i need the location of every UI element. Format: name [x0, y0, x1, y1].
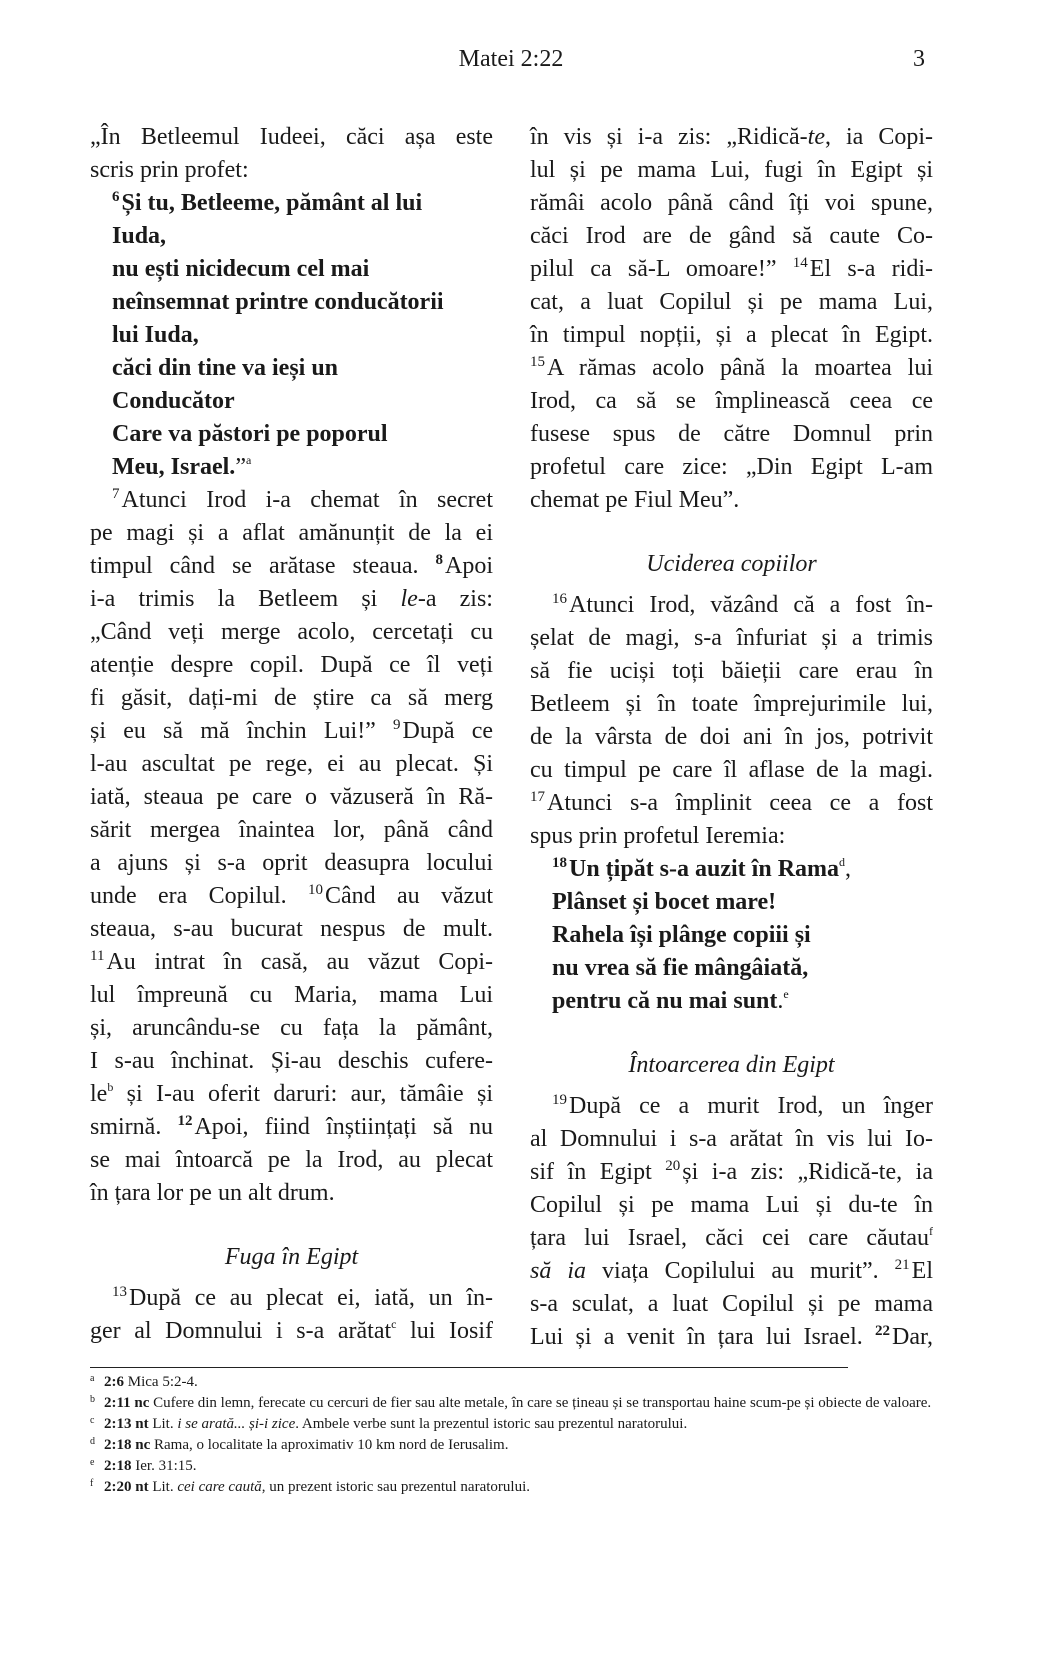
footnote-marker[interactable]: d	[839, 855, 846, 869]
bold-text: lui Iuda,	[112, 322, 199, 348]
text-line	[90, 1144, 493, 1177]
right-column	[530, 121, 933, 1354]
text: în vis și i-a zis: „Ridică-	[530, 124, 808, 150]
text-line	[530, 121, 933, 154]
text-line	[90, 1111, 493, 1144]
text: Întoarcerea din Egipt	[628, 1052, 835, 1078]
text-line	[530, 589, 933, 622]
text: scris prin profet:	[90, 157, 249, 183]
text-line	[530, 820, 933, 853]
verse-number: 13	[112, 1284, 127, 1300]
text: După ce	[402, 718, 494, 744]
verse-number: 9	[393, 717, 401, 733]
page-number: 3	[913, 46, 925, 72]
paragraph	[90, 484, 493, 1210]
text: în țara lor pe un alt drum.	[90, 1180, 335, 1206]
text-line	[90, 583, 493, 616]
text: și i-a zis: „Ridică-te, ia	[682, 1159, 933, 1185]
text-line	[530, 418, 933, 451]
text-line	[90, 913, 493, 946]
text: Lit.	[148, 1416, 178, 1432]
verse-number: 21	[894, 1257, 910, 1273]
text-line	[90, 847, 493, 880]
bold-text: 2:6	[104, 1374, 124, 1390]
bold-text: pentru că nu mai sunt	[552, 988, 778, 1014]
verse-number: 22	[874, 1323, 890, 1339]
text: ”	[235, 454, 246, 480]
text: profetul care zice: „Din Egipt L-am	[530, 454, 933, 480]
text: țara lui Israel, căci cei care căutau	[530, 1225, 929, 1251]
text-line	[530, 385, 933, 418]
bold-text: 2:11 nc	[104, 1395, 150, 1411]
italic-text: să ia	[530, 1258, 587, 1284]
bold-text: nu ești nicidecum cel mai	[112, 256, 370, 282]
text: i-a trimis la Betleem și	[90, 586, 401, 612]
text-line	[530, 1222, 933, 1255]
text-line	[90, 1315, 493, 1348]
text-line	[530, 286, 933, 319]
text-line	[530, 187, 933, 220]
bold-text: nu vrea să fie mângâiată,	[552, 955, 809, 981]
verse-number: 19	[552, 1092, 567, 1108]
paragraph	[530, 121, 933, 517]
text: lui Iosif	[396, 1318, 493, 1344]
text: a ajuns și s-a oprit deasupra locului	[90, 850, 493, 876]
text: Lui și a venit în țara lui Israel.	[530, 1324, 875, 1350]
text-line	[530, 154, 933, 187]
text-line	[530, 1189, 933, 1222]
bold-text: 2:20 nt	[104, 1479, 149, 1495]
footnote	[90, 1456, 933, 1477]
text-line	[530, 1049, 933, 1082]
text-line	[530, 1090, 933, 1123]
text: I s-au închinat. Și-au deschis cufere-	[90, 1048, 493, 1074]
text-line	[530, 622, 933, 655]
text: Mica 5:2-4.	[124, 1374, 198, 1390]
text-line	[90, 1282, 493, 1315]
text: cu timpul pe care îl aflase de la magi.	[530, 757, 933, 783]
text-line	[530, 853, 933, 886]
text: sărit mergea înaintea lor, până când	[90, 817, 493, 843]
text-line	[90, 550, 493, 583]
text: căci Irod are de gând să caute Co-	[530, 223, 933, 249]
text-line	[530, 688, 933, 721]
text: lul împreună cu Maria, mama Lui	[90, 982, 493, 1008]
text: Ier. 31:15.	[131, 1458, 197, 1474]
text-line	[530, 919, 933, 952]
text: Rama, o localitate la aproximativ 10 km nord de Ierusalim.	[150, 1437, 509, 1453]
footnote-marker[interactable]: c	[391, 1317, 397, 1331]
text: El	[911, 1258, 933, 1284]
text-line	[530, 1156, 933, 1189]
bold-text: Plânset și bocet mare!	[552, 889, 777, 915]
text-line	[530, 721, 933, 754]
text: „Când veți merge acolo, cercetați cu	[90, 619, 493, 645]
paragraph	[530, 589, 933, 853]
text: Atunci s-a împlinit ceea ce a fost	[547, 790, 933, 816]
text-line	[530, 1288, 933, 1321]
text-line	[90, 121, 493, 154]
text-line	[90, 1078, 493, 1111]
text: cat, a luat Copilul și pe mama Lui,	[530, 289, 933, 315]
text-line	[90, 748, 493, 781]
text: Copilul și pe mama Lui și du-te în	[530, 1192, 933, 1218]
verse-number: 18	[552, 855, 567, 871]
text: și I-au oferit daruri: aur, tămâie și	[113, 1081, 493, 1107]
text: sif în Egipt	[530, 1159, 666, 1185]
footnote-marker[interactable]: e	[783, 987, 789, 1001]
text-line	[530, 220, 933, 253]
text: viața Copilului au murit”.	[586, 1258, 895, 1284]
footnote	[90, 1393, 933, 1414]
text: atenție despre copil. După ce îl veți	[90, 652, 493, 678]
text-line	[530, 1123, 933, 1156]
left-column	[90, 121, 493, 1348]
text-line	[90, 220, 493, 253]
text: Apoi, fiind înștiințați să nu	[194, 1114, 493, 1140]
text: de la vârsta de doi ani în jos, potrivit	[530, 724, 933, 750]
text-line	[90, 286, 493, 319]
text-line	[90, 319, 493, 352]
text: în timpul nopții, și a plecat în Egipt.	[530, 322, 933, 348]
text: șelat de magi, s-a înfuriat și a trimis	[530, 625, 933, 651]
bold-text: căci din tine va ieși un	[112, 355, 339, 381]
section-heading	[530, 548, 933, 581]
text-line	[90, 187, 493, 220]
text: pilul ca să-L omoare!”	[530, 256, 793, 282]
verse-number: 17	[530, 789, 545, 805]
footnote-mark: a	[90, 1373, 95, 1384]
text: chemat pe Fiul Meu”.	[530, 487, 740, 513]
text: După ce a murit Irod, un înger	[569, 1093, 933, 1119]
italic-text: le	[400, 586, 418, 612]
text-line	[90, 880, 493, 913]
footnote-marker[interactable]: b	[107, 1080, 114, 1094]
text-line	[530, 952, 933, 985]
text: Atunci Irod i-a chemat în secret	[121, 487, 493, 513]
text: fusese spus de către Domnul prin	[530, 421, 933, 447]
paragraph	[90, 1282, 493, 1348]
text: „În Betleemul Iudeei, căci așa este	[90, 124, 493, 150]
text: El s-a ridi-	[809, 256, 933, 282]
footnote	[90, 1477, 933, 1498]
text: . Ambele verbe sunt la prezentul istoric sau prezentul naratorului.	[295, 1416, 688, 1432]
text-line	[530, 548, 933, 581]
text-line	[530, 886, 933, 919]
text-line	[530, 754, 933, 787]
text-line	[90, 1241, 493, 1274]
text: lul și pe mama Lui, fugi în Egipt și	[530, 157, 933, 183]
text-line	[530, 451, 933, 484]
text: se mai întoarcă pe la Irod, au plecat	[90, 1147, 493, 1173]
text-line	[90, 154, 493, 187]
text: ,	[845, 856, 852, 882]
verse-number: 14	[792, 255, 808, 271]
text: smirnă.	[90, 1114, 178, 1140]
text: , ia Copi-	[824, 124, 933, 150]
text-line	[90, 1012, 493, 1045]
text: Betleem și în toate împrejurimile lui,	[530, 691, 933, 717]
text-line	[90, 1045, 493, 1078]
footnote	[90, 1372, 933, 1393]
running-title: Matei 2:22	[458, 46, 564, 72]
bold-text: Un țipăt s-a auzit în Rama	[569, 856, 840, 882]
footnote-mark: f	[90, 1478, 94, 1489]
text: Când au văzut	[325, 883, 493, 909]
text: După ce au plecat ei, iată, un în-	[129, 1285, 493, 1311]
verse-number: 7	[112, 486, 120, 502]
footnote	[90, 1414, 933, 1435]
footnote-mark: b	[90, 1394, 95, 1405]
text: Atunci Irod, văzând că a fost în-	[569, 592, 933, 618]
text: s-a sculat, a luat Copilul și pe mama	[530, 1291, 933, 1317]
verse-number: 11	[90, 948, 105, 964]
footnote-marker[interactable]: f	[929, 1224, 933, 1238]
footnote-divider	[90, 1367, 848, 1368]
text: le	[90, 1081, 108, 1107]
text: , un prezent istoric sau prezentul naratorului.	[261, 1479, 530, 1495]
verse-number: 12	[177, 1113, 193, 1129]
text: -a zis:	[417, 586, 493, 612]
text-line	[530, 484, 933, 517]
footnotes	[90, 1372, 933, 1498]
text: spus prin profetul Ieremia:	[530, 823, 786, 849]
text: l-au ascultat pe rege, ei au plecat. Și	[90, 751, 493, 777]
text-line	[90, 781, 493, 814]
verse-number: 8	[435, 552, 443, 568]
bold-text: 2:13 nt	[104, 1416, 149, 1432]
text: Lit.	[148, 1479, 178, 1495]
text-line	[530, 985, 933, 1018]
text: Cufere din lemn, ferecate cu cercuri de fier sau alte metale, în care se țineau și se transportau haine scum-pe și obiecte de valoare.	[149, 1395, 932, 1411]
footnote-marker[interactable]: a	[245, 453, 252, 467]
section-heading	[90, 1241, 493, 1274]
paragraph	[530, 1090, 933, 1354]
text: A rămas acolo până la moartea lui	[547, 355, 933, 381]
text-line	[90, 1177, 493, 1210]
text-line	[90, 253, 493, 286]
text: Uciderea copiilor	[646, 551, 817, 577]
text-line	[90, 352, 493, 385]
poetry-quote	[530, 853, 933, 1018]
footnote-mark: d	[90, 1436, 95, 1447]
text-line	[90, 682, 493, 715]
footnote-mark: c	[90, 1415, 95, 1426]
bold-text: Iuda,	[112, 223, 167, 249]
text-line	[530, 1255, 933, 1288]
text: Irod, ca să se împlinească ceea ce	[530, 388, 933, 414]
bold-text: neînsemnat printre conducătorii	[112, 289, 444, 315]
bold-text: Rahela își plânge copiii și	[552, 922, 811, 948]
italic-text: cei care caută	[177, 1479, 262, 1495]
text: rămâi acolo până când îți voi spune,	[530, 190, 933, 216]
text-line	[90, 715, 493, 748]
text: Dar,	[891, 1324, 933, 1350]
text: Au intrat în casă, au văzut Copi-	[106, 949, 493, 975]
poetry-quote	[90, 187, 493, 484]
verse-number: 10	[308, 882, 324, 898]
bold-text: Care va păstori pe poporul	[112, 421, 388, 447]
text-line	[90, 814, 493, 847]
text-line	[530, 352, 933, 385]
bold-text: 2:18	[104, 1458, 132, 1474]
text: ger al Domnului i s-a arătat	[90, 1318, 392, 1344]
text: iată, steaua pe care o văzuseră în Ră-	[90, 784, 493, 810]
text: .	[777, 988, 784, 1014]
text: unde era Copilul.	[90, 883, 309, 909]
text: să fie uciși toți băieții care erau în	[530, 658, 933, 684]
paragraph	[90, 121, 493, 187]
bold-text: Conducător	[112, 388, 235, 414]
text: al Domnului i s-a arătat în vis lui Io-	[530, 1126, 933, 1152]
text: și eu să mă închin Lui!”	[90, 718, 394, 744]
text-line	[90, 484, 493, 517]
text-line	[90, 385, 493, 418]
text-line	[530, 787, 933, 820]
verse-number: 15	[530, 354, 545, 370]
verse-number: 6	[112, 189, 120, 205]
bold-text: 2:18 nc	[104, 1437, 151, 1453]
italic-text: te	[807, 124, 825, 150]
text: pe magi și a aflat amănunțit de la ei	[90, 520, 493, 546]
text-line	[530, 253, 933, 286]
italic-text: i se arată... și-i zice	[177, 1416, 296, 1432]
text-line	[90, 418, 493, 451]
text-line	[90, 946, 493, 979]
text-line	[90, 616, 493, 649]
text: și, aruncându-se cu fața la pământ,	[90, 1015, 493, 1041]
verse-number: 20	[665, 1158, 681, 1174]
footnote	[90, 1435, 933, 1456]
text-line	[90, 979, 493, 1012]
footnote-mark: e	[90, 1457, 95, 1468]
text: fi găsit, dați-mi de știre ca să merg	[90, 685, 493, 711]
text-line	[90, 451, 493, 484]
text: timpul când se arătase steaua.	[90, 553, 436, 579]
bold-text: Meu, Israel.	[112, 454, 236, 480]
text-line	[530, 655, 933, 688]
bold-text: Și tu, Betleeme, pământ al lui	[121, 190, 423, 216]
text-line	[530, 319, 933, 352]
text: Fuga în Egipt	[224, 1244, 359, 1270]
text: Apoi	[445, 553, 493, 579]
section-heading	[530, 1049, 933, 1082]
text: steaua, s-au bucurat nespus de mult.	[90, 916, 493, 942]
text-line	[90, 517, 493, 550]
text-line	[90, 649, 493, 682]
text-line	[530, 1321, 933, 1354]
verse-number: 16	[552, 591, 567, 607]
